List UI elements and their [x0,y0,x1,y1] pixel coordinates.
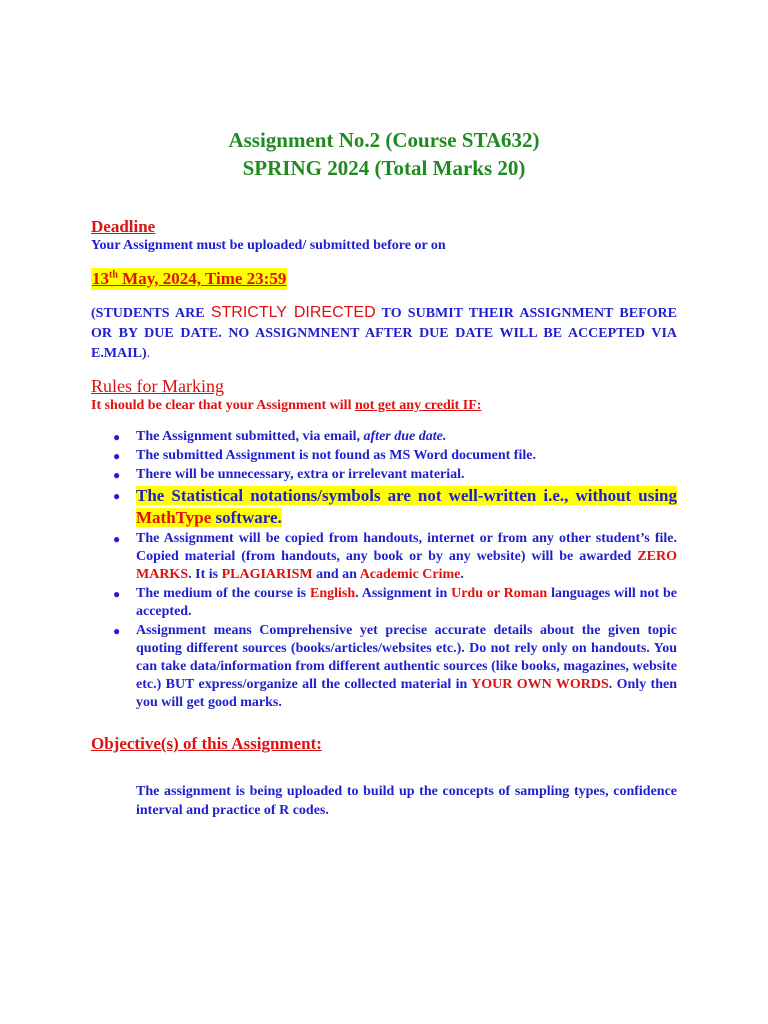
assignment-title: Assignment No.2 (Course STA632) [228,128,540,152]
list-item: ● The Assignment submitted, via email, after due date. [113,429,447,444]
notice-emphasis: STRICTLY DIRECTED [210,304,376,321]
deadline-date: 13th May, 2024, Time 23:59 [92,269,287,288]
rules-intro: It should be clear that your Assignment will not get any credit IF: [91,398,482,413]
list-item-highlighted: ● The Statistical notations/symbols are not well-written i.e., without using MathType software. [113,486,677,527]
objective-text: The assignment is being uploaded to build up the concepts of sampling types, confidence interval and practice of R codes. [136,784,677,818]
list-item: ● There will be unnecessary, extra or irrelevant material. [113,467,465,482]
bullet-icon: ● [113,624,121,638]
bullet-icon: ● [113,468,121,482]
bullet-icon: ● [113,449,121,463]
rules-heading: Rules for Marking [91,376,224,396]
bullet-icon: ● [113,532,121,546]
bullet-icon: ● [113,489,121,503]
objective-heading: Objective(s) of this Assignment: [91,734,322,753]
list-item: ● The medium of the course is English. Assignment in Urdu or Roman languages will not be accepted. [113,586,677,619]
submission-notice: (STUDENTS ARE STRICTLY DIRECTED TO SUBMIT THEIR ASSIGNMENT BEFORE OR BY DUE DATE. NO ASSIGNMNENT AFTER DUE DATE WILL BE ACCEPTED VIA E.MAIL). [91,304,677,361]
bullet-icon: ● [113,430,121,444]
rules-list [91,428,677,713]
deadline-intro: Your Assignment must be uploaded/ submitted before or on [91,238,446,253]
deadline-heading: Deadline [91,217,156,236]
list-item: ● The submitted Assignment is not found as MS Word document file. [113,448,536,463]
list-item: ● The Assignment will be copied from handouts, internet or from any other student’s file. Copied material (from handouts, any book or by any website) will be awarded ZERO MARKS. It is PLAGIARISM and an Academic Crime. [113,531,677,582]
list-item: ● Assignment means Comprehensive yet precise accurate details about the given topic quoting different sources (books/articles/websites etc.). Do not rely only on handouts. You can take data/information from different authentic sources (like books, magazines, website etc.) BUT express/organize all the collected material in YOUR OWN WORDS. Only then you will get good marks. [113,623,678,710]
bullet-icon: ● [113,587,121,601]
semester-title: SPRING 2024 (Total Marks 20) [242,156,526,180]
